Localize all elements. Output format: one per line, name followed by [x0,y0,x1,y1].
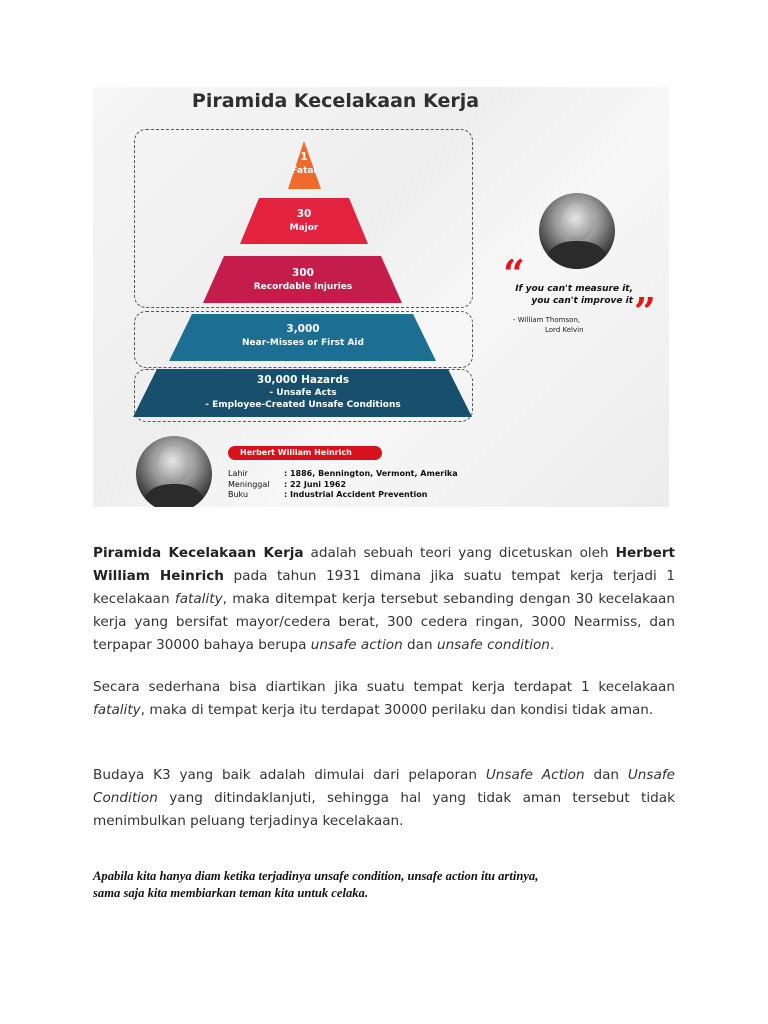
article-paragraph-2 [93,676,675,722]
text-run: adalah sebuah teori yang dicetuskan oleh [303,545,616,561]
tier-number: 30 [296,208,312,220]
tier-line: - Unsafe Acts [269,387,337,398]
bio-value: : Industrial Accident Prevention [284,490,428,499]
text-run: yang ditindaklanjuti, sehingga hal yang tidak aman tersebut tidak menimbulkan peluang terjadinya kecelakaan. [93,790,675,829]
bold-term: Herbert William Heinrich [93,545,676,584]
italic-term: Unsafe Condition [93,767,675,806]
quote-text [505,283,633,307]
closing-line: Apabila kita hanya diam ketika terjadinya unsafe condition, unsafe action itu artinya, [93,869,539,883]
bold-term: Piramida Kecelakaan Kerja [93,545,304,561]
quote-author-name: - William Thomson, [513,316,581,324]
tier-number: 300 [292,267,314,279]
bio-row [228,469,458,480]
article-paragraph-3 [93,764,675,833]
text-run: Budaya K3 yang baik adalah dimulai dari pelaporan [93,767,486,783]
tier-number: 1 [300,151,308,163]
bio-key: Lahir [228,469,248,478]
tier-line: - Employee-Created Unsafe Conditions [205,400,401,410]
bio-value: : 22 Juni 1962 [284,479,347,489]
heinrich-name-badge: Herbert William Heinrich [228,446,382,460]
close-quote-icon: ” [634,289,656,334]
text-run: dan [584,767,628,783]
tier-label: Near-Misses or First Aid [242,338,364,348]
quote-author-title: Lord Kelvin [545,326,584,334]
portrait-photo-heinrich [136,436,212,507]
text-run: , maka ditempat kerja tersebut sebanding dengan 30 kecelakaan kerja yang bersifat mayor/cedera berat, 300 cedera ringan, 3000 Nearmiss, dan terpapar 30000 bahaya berupa [93,591,675,653]
quote-author [513,315,584,335]
tier-label: Major [289,223,319,233]
tier-text-hazards [163,374,443,412]
tier-number: 3,000 [286,323,320,335]
tier-text-major [264,207,344,235]
portrait-photo-kelvin [539,193,615,269]
bio-key: Buku [228,490,249,499]
bio-value: : 1886, Bennington, Vermont, Amerika [284,469,458,478]
text-run: . [549,637,555,653]
bio-key: Meninggal [228,479,270,489]
text-run: , maka di tempat kerja itu terdapat 30000 perilaku dan kondisi tidak aman. [140,702,654,718]
quote-line: If you can't measure it, [515,284,633,294]
italic-term: fatality [93,702,141,718]
tier-label: Recordable Injuries [253,282,353,292]
italic-term: unsafe condition [436,637,550,653]
text-run: dan [402,637,437,653]
quote-line: you can't improve it [531,296,633,306]
text-run: pada tahun 1931 dimana jika suatu tempat kerja terjadi 1 kecelakaan [93,568,675,607]
tier-text-recordable [228,266,378,294]
italic-term: Unsafe Action [485,767,585,783]
italic-term: unsafe action [310,637,403,653]
bio-row [228,480,458,491]
pyramid-infographic [93,87,669,507]
tier-text-fatal [274,150,334,178]
tier-label: Fatal [291,166,317,176]
infographic-title: Piramida Kecelakaan Kerja [191,90,480,112]
closing-line: sama saja kita membiarkan teman kita untuk celaka. [93,886,368,900]
article-paragraph-1 [93,542,675,657]
tier-number: 30,000 Hazards [256,374,350,386]
text-run: Secara sederhana bisa diartikan jika suatu tempat kerja terdapat 1 kecelakaan [93,679,675,695]
open-quote-icon: “ [503,251,525,296]
closing-statement [93,868,673,902]
bio-table [228,469,458,501]
tier-text-near-miss [203,322,403,350]
bio-row [228,490,458,501]
italic-term: fatality [174,591,223,607]
